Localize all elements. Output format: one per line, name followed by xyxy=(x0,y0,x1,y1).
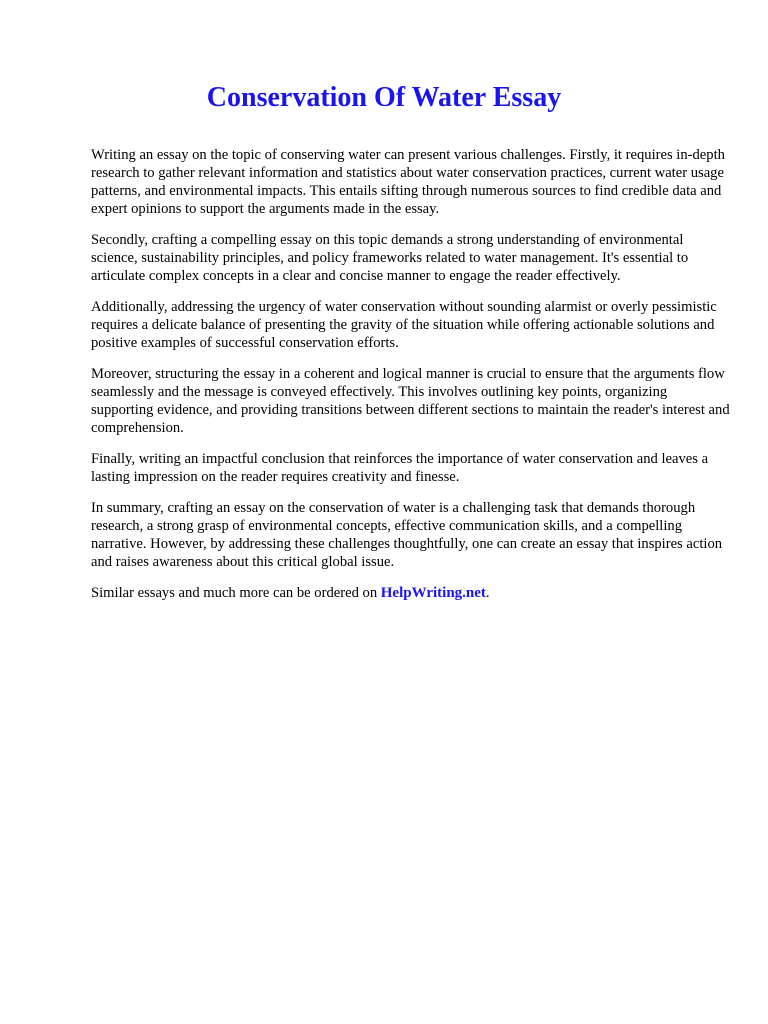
order-promo-period: . xyxy=(485,585,490,601)
essay-paragraph-1: Writing an essay on the topic of conserving water can present various challenges. Firstly, it requires in-depth research to gather relevant information and statistics about water conservation practices, current water usage patterns, and environmental impacts. This entails sifting through numerous sources to find credible data and expert opinions to support the arguments made in the essay. xyxy=(91,147,725,217)
essay-paragraph-2: Secondly, crafting a compelling essay on this topic demands a strong understanding of environmental science, sustainability principles, and policy frameworks related to water management. It's essential to articulate complex concepts in a clear and concise manner to engage the reader effectively. xyxy=(91,232,689,284)
essay-paragraph-3: Additionally, addressing the urgency of water conservation without sounding alarmist or overly pessimistic requires a delicate balance of presenting the gravity of the situation while offering actionable solutions and positive examples of successful conservation efforts. xyxy=(91,299,717,351)
order-promo-text: Similar essays and much more can be ordered on xyxy=(91,585,381,601)
essay-paragraph-4: Moreover, structuring the essay in a coherent and logical manner is crucial to ensure that the arguments flow seamlessly and the message is conveyed effectively. This involves outlining key points, organizing supporting evidence, and providing transitions between different sections to maintain the reader's interest and comprehension. xyxy=(91,366,730,436)
essay-body xyxy=(91,146,731,602)
page-title: Conservation Of Water Essay xyxy=(206,82,562,113)
order-promo-line xyxy=(91,584,731,602)
helpwriting-link[interactable]: HelpWriting.net xyxy=(380,585,486,601)
essay-paragraph-5: Finally, writing an impactful conclusion that reinforces the importance of water conservation and leaves a lasting impression on the reader requires creativity and finesse. xyxy=(91,451,709,485)
essay-paragraph-6: In summary, crafting an essay on the conservation of water is a challenging task that demands thorough research, a strong grasp of environmental concepts, effective communication skills, and a compelling narrative. However, by addressing these challenges thoughtfully, one can create an essay that inspires action and raises awareness about this critical global issue. xyxy=(91,500,723,570)
